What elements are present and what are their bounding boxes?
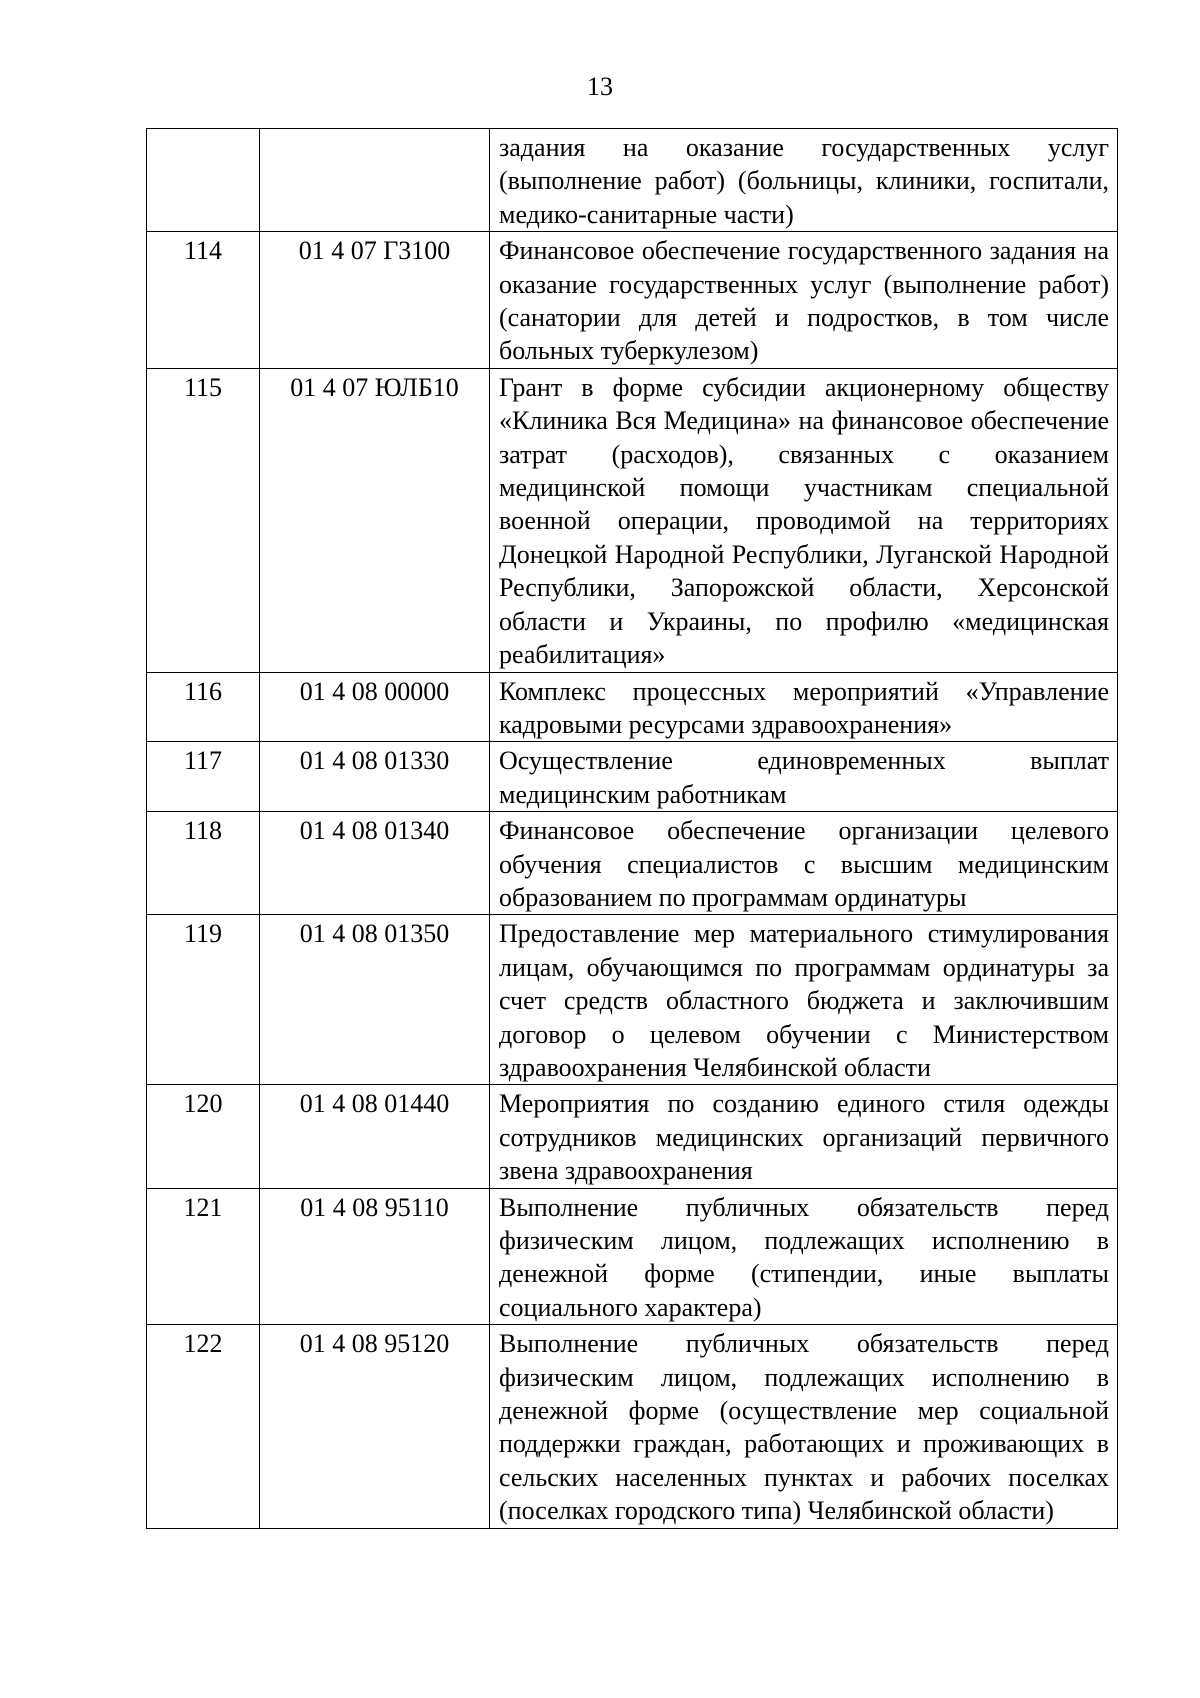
row-number-cell: 114 xyxy=(147,232,260,369)
description-cell: Предоставление мер материального стимулирования лицам, обучающимся по программам ординатуры за счет средств областного бюджета и заключившим договор о целевом обучении с Министерством здравоохранения Челябинской области xyxy=(490,915,1118,1085)
budget-code-cell: 01 4 08 95120 xyxy=(260,1325,490,1528)
budget-classification-table xyxy=(146,128,1118,1529)
table-row xyxy=(147,1325,1118,1528)
budget-code-cell: 01 4 08 01440 xyxy=(260,1085,490,1188)
table-row xyxy=(147,232,1118,369)
row-number-cell: 116 xyxy=(147,672,260,742)
budget-code-cell: 01 4 07 ЮЛБ10 xyxy=(260,368,490,672)
budget-code-cell xyxy=(260,129,490,232)
row-number-cell: 119 xyxy=(147,915,260,1085)
row-number-cell xyxy=(147,129,260,232)
budget-code-cell: 01 4 08 00000 xyxy=(260,672,490,742)
budget-code-cell: 01 4 08 01350 xyxy=(260,915,490,1085)
budget-code-cell: 01 4 08 01340 xyxy=(260,812,490,915)
description-cell: Финансовое обеспечение государственного задания на оказание государственных услуг (выполнение работ) (санатории для детей и подростков, в том числе больных туберкулезом) xyxy=(490,232,1118,369)
description-cell: Финансовое обеспечение организации целевого обучения специалистов с высшим медицинским образованием по программам ординатуры xyxy=(490,812,1118,915)
row-number-cell: 117 xyxy=(147,742,260,812)
budget-code-cell: 01 4 07 Г3100 xyxy=(260,232,490,369)
table-row xyxy=(147,742,1118,812)
budget-code-cell: 01 4 08 95110 xyxy=(260,1188,490,1325)
description-cell: Выполнение публичных обязательств перед физическим лицом, подлежащих исполнению в денежной форме (осуществление мер социальной поддержки граждан, работающих и проживающих в сельских населенных пунктах и рабочих поселках (поселках городского типа) Челябинской области) xyxy=(490,1325,1118,1528)
table-row xyxy=(147,915,1118,1085)
description-cell: задания на оказание государственных услуг (выполнение работ) (больницы, клиники, госпитали, медико-санитарные части) xyxy=(490,129,1118,232)
row-number-cell: 118 xyxy=(147,812,260,915)
row-number-cell: 121 xyxy=(147,1188,260,1325)
row-number-cell: 115 xyxy=(147,368,260,672)
table-row xyxy=(147,368,1118,672)
page-number: 13 xyxy=(587,72,613,101)
table-row xyxy=(147,672,1118,742)
table-row xyxy=(147,1188,1118,1325)
description-cell: Грант в форме субсидии акционерному обществу «Клиника Вся Медицина» на финансовое обеспечение затрат (расходов), связанных с оказанием медицинской помощи участникам специальной военной операции, проводимой на территориях Донецкой Народной Республики, Луганской Народной Республики, Запорожской области, Херсонской области и Украины, по профилю «медицинская реабилитация» xyxy=(490,368,1118,672)
table-row xyxy=(147,129,1118,232)
table-row xyxy=(147,1085,1118,1188)
row-number-cell: 122 xyxy=(147,1325,260,1528)
description-cell: Выполнение публичных обязательств перед физическим лицом, подлежащих исполнению в денежной форме (стипендии, иные выплаты социального характера) xyxy=(490,1188,1118,1325)
description-cell: Осуществление единовременных выплат медицинским работникам xyxy=(490,742,1118,812)
table-body xyxy=(147,129,1118,1529)
description-cell: Комплекс процессных мероприятий «Управление кадровыми ресурсами здравоохранения» xyxy=(490,672,1118,742)
table-row xyxy=(147,812,1118,915)
row-number-cell: 120 xyxy=(147,1085,260,1188)
description-cell: Мероприятия по созданию единого стиля одежды сотрудников медицинских организаций первичного звена здравоохранения xyxy=(490,1085,1118,1188)
budget-code-cell: 01 4 08 01330 xyxy=(260,742,490,812)
